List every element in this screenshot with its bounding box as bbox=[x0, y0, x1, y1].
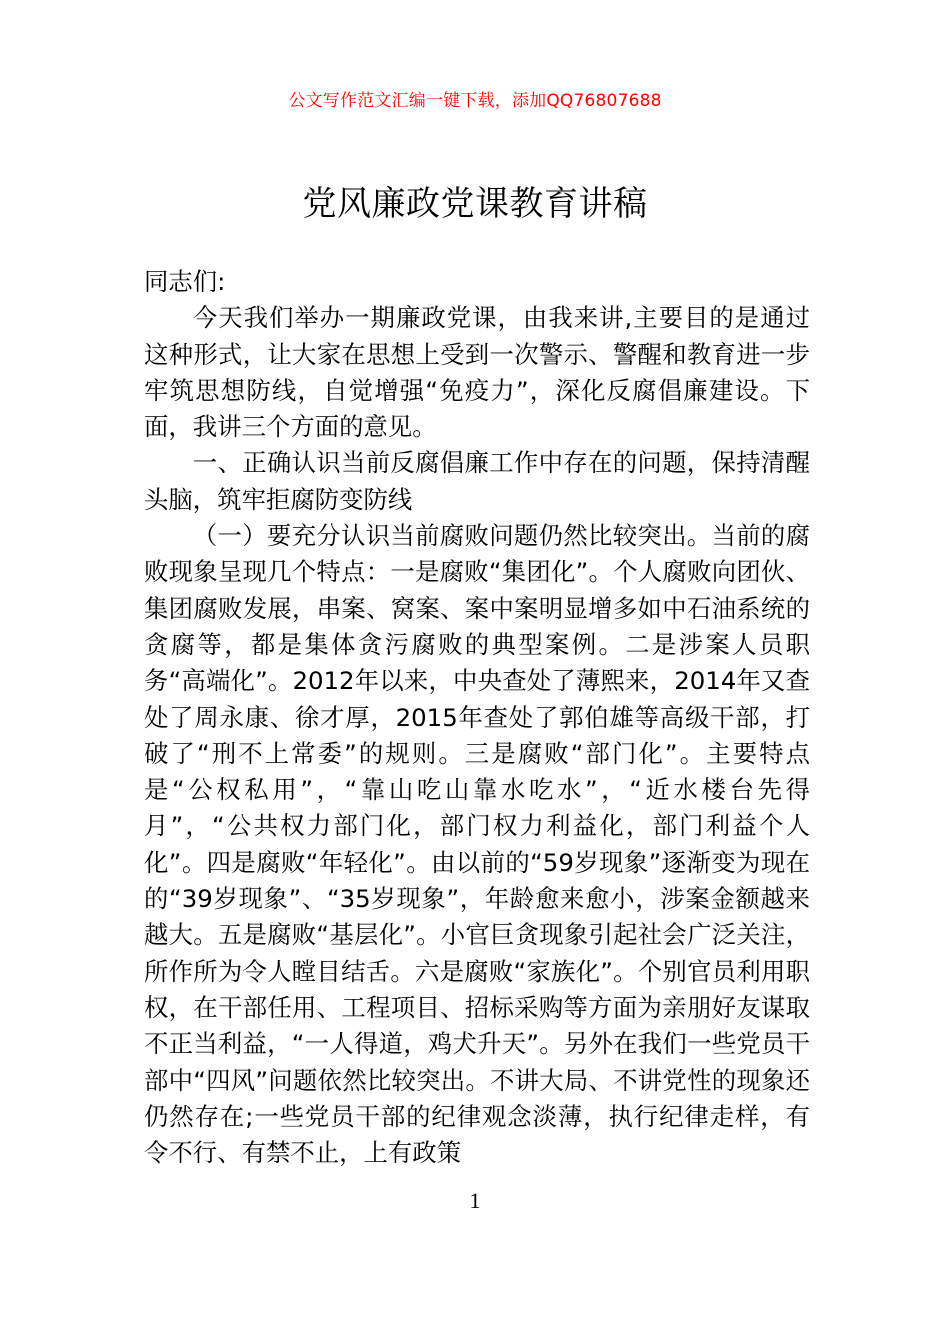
document-title: 党风廉政党课教育讲稿 bbox=[302, 184, 648, 224]
section-heading-one: 一、正确认识当前反腐倡廉工作中存在的问题，保持清醒头脑，筑牢拒腐防变防线 bbox=[144, 448, 810, 514]
document-body bbox=[144, 264, 810, 1171]
header-download-note: 公文写作范文汇编一键下载，添加QQ76807688 bbox=[288, 91, 662, 111]
greeting: 同志们: bbox=[144, 267, 226, 296]
paragraph-intro: 今天我们举办一期廉政党课，由我来讲,主要目的是通过这种形式，让大家在思想上受到一次警示、警醒和教育进一步牢筑思想防线，自觉增强“免疫力”，深化反腐倡廉建设。下面，我讲三个方面的意见。 bbox=[144, 303, 810, 442]
page-number: 1 bbox=[469, 1188, 481, 1213]
paragraph-subsection-one: （一）要充分认识当前腐败问题仍然比较突出。当前的腐败现象呈现几个特点：一是腐败“集团化”。个人腐败向团伙、集团腐败发展，串案、窝案、案中案明显增多如中石油系统的贪腐等，都是集体贪污腐败的典型案例。二是涉案人员职务“高端化”。2012年以来，中央查处了薄熙来，2014年又查处了周永康、徐才厚，2015年查处了郭伯雄等高级干部，打破了“刑不上常委”的规则。三是腐败“部门化”。主要特点是“公权私用”，“靠山吃山靠水吃水”，“近水楼台先得月”，“公共权力部门化，部门权力利益化，部门利益个人化”。四是腐败“年轻化”。由以前的“59岁现象”逐渐变为现在的“39岁现象”、“35岁现象”，年龄愈来愈小，涉案金额越来越大。五是腐败“基层化”。小官巨贪现象引起社会广泛关注，所作所为令人瞠目结舌。六是腐败“家族化”。个别官员利用职权，在干部任用、工程项目、招标采购等方面为亲朋好友谋取不正当利益，“一人得道，鸡犬升天”。另外在我们一些党员干部中“四风”问题依然比较突出。不讲大局、不讲党性的现象还仍然存在;一些党员干部的纪律观念淡薄，执行纪律走样，有令不行、有禁不止，上有政策 bbox=[144, 521, 810, 1168]
